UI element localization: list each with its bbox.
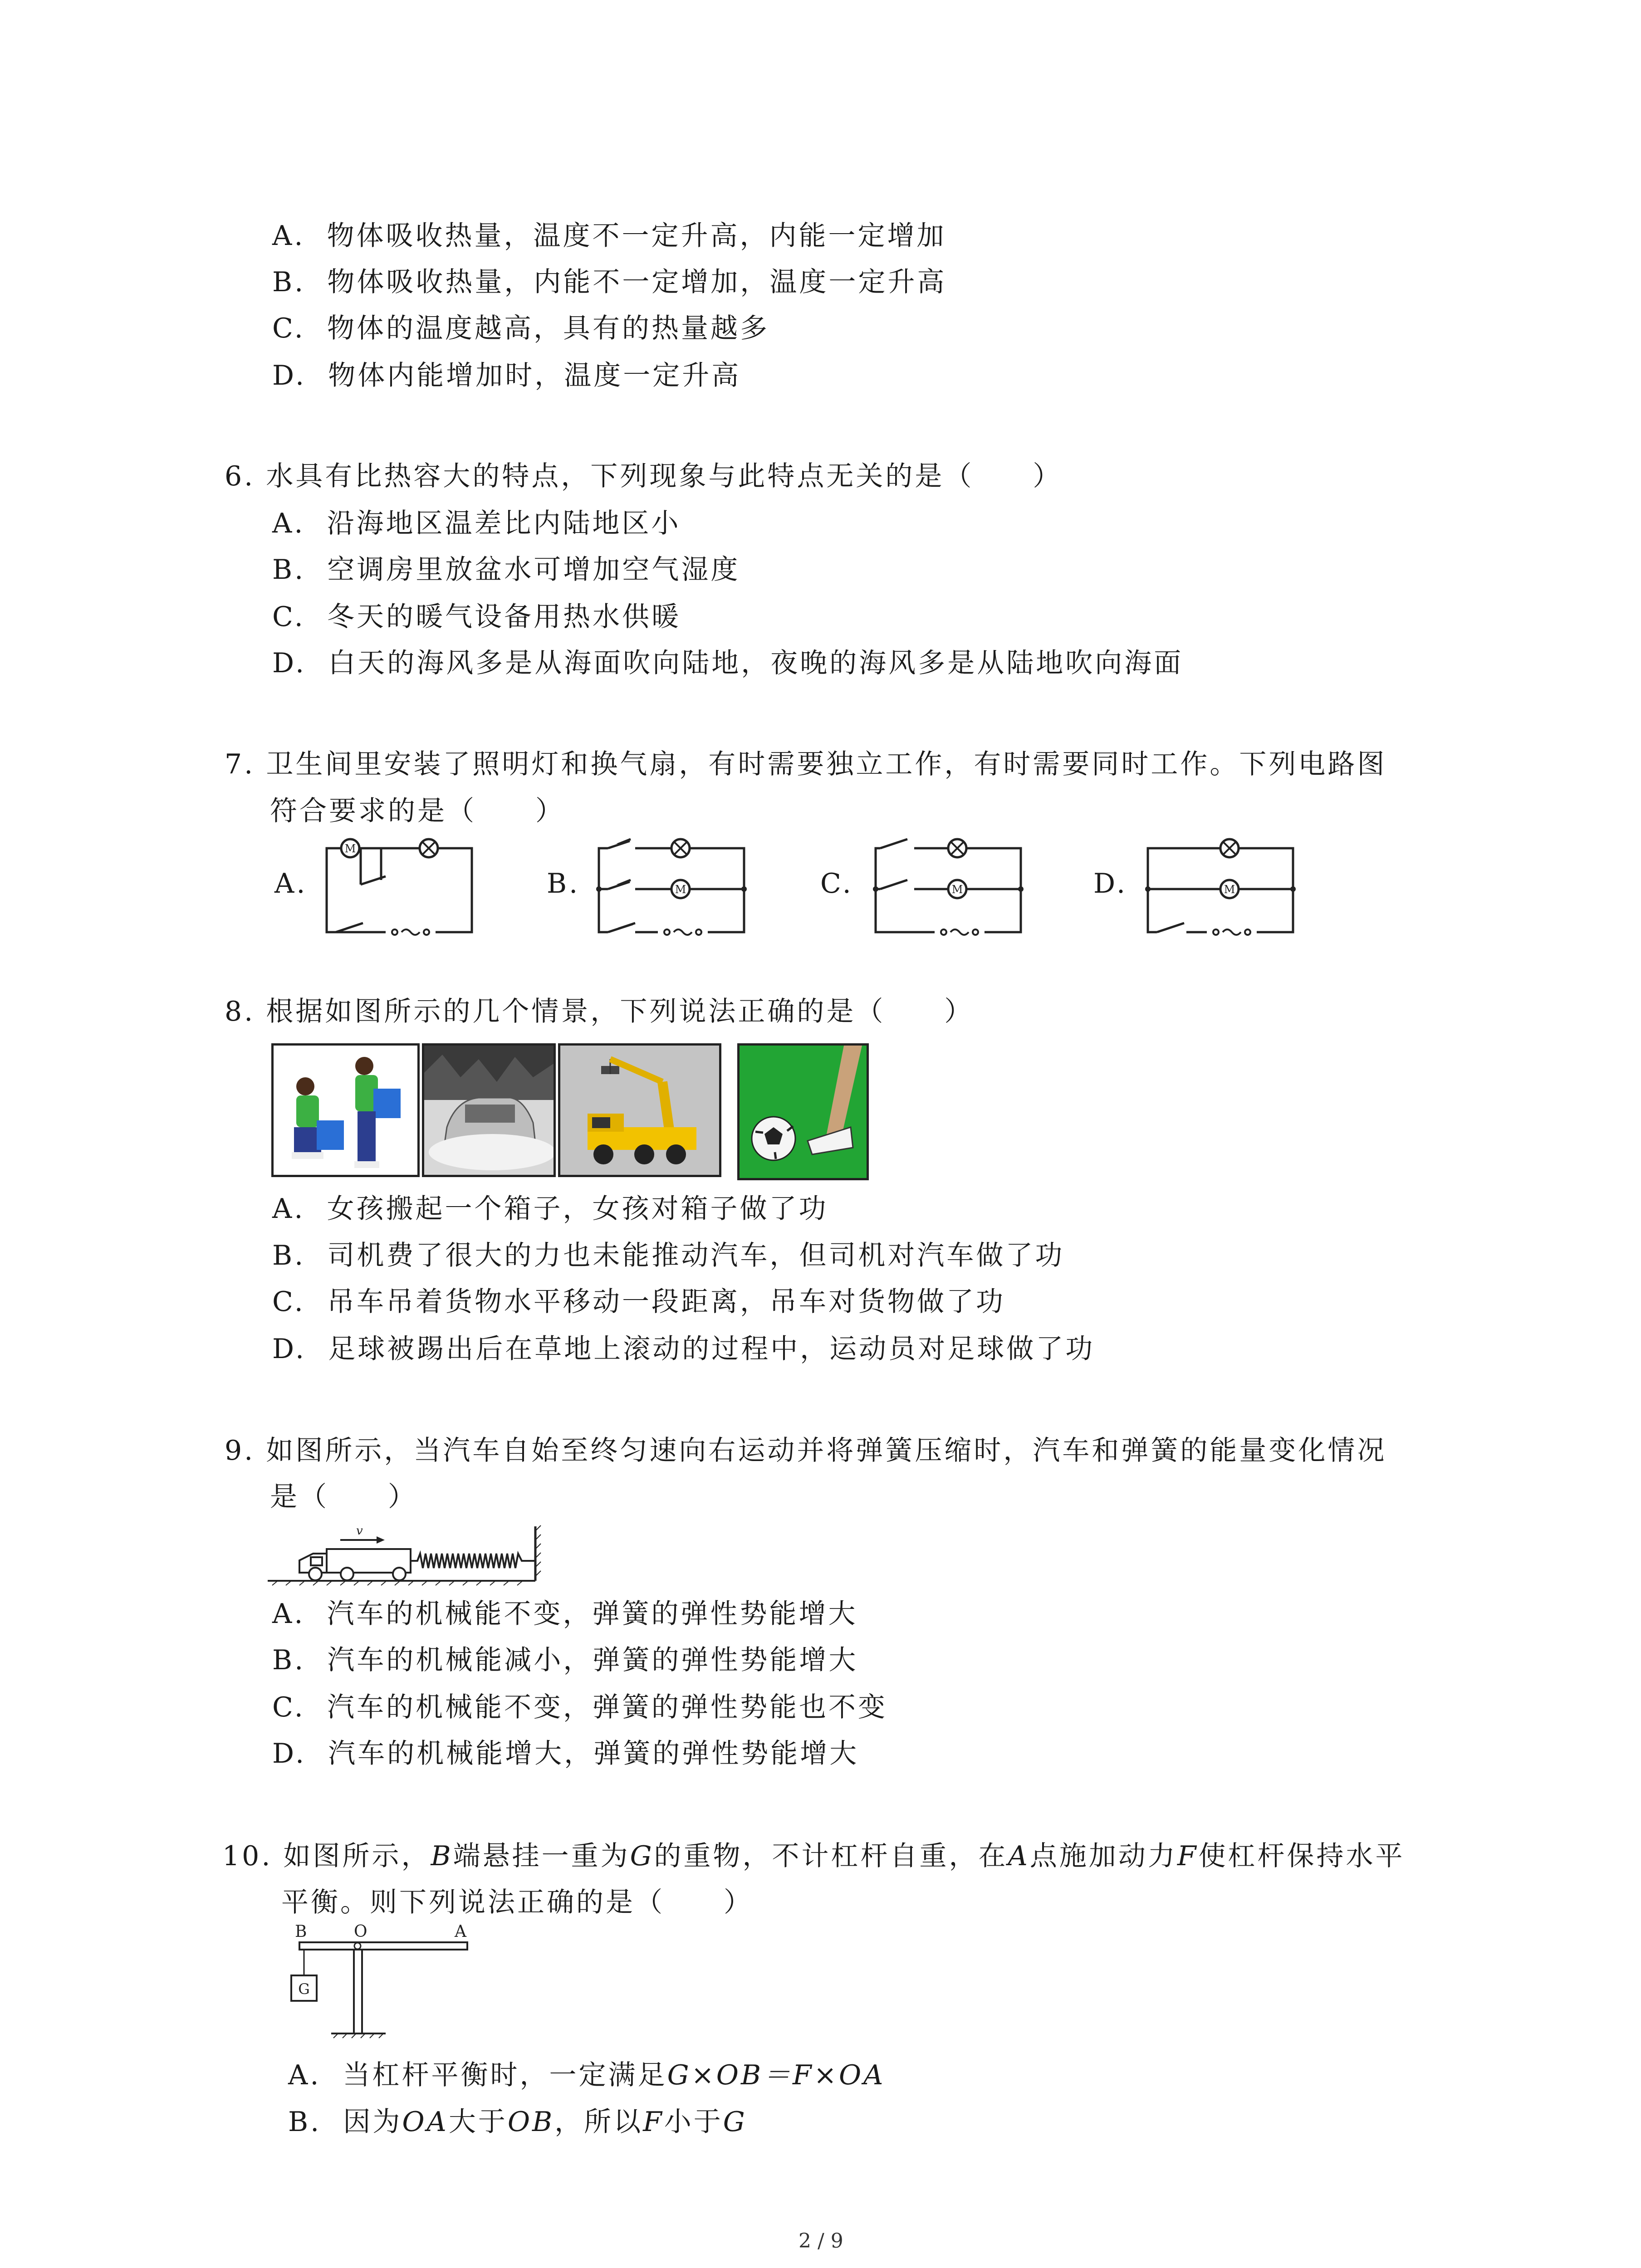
q8-option-d: D. 足球被踢出后在草地上滚动的过程中，运动员对足球做了功 xyxy=(272,1333,1095,1365)
svg-text:v: v xyxy=(356,1524,363,1538)
velocity-arrow xyxy=(340,1524,385,1544)
svg-text:A: A xyxy=(455,1922,466,1941)
q6-option-c: C. 冬天的暖气设备用热水供暖 xyxy=(272,601,681,633)
q6-stem: 6. 水具有比热容大的特点，下列现象与此特点无关的是（ ） xyxy=(225,460,1063,492)
q10-option-b: B. 因为OA大于OB，所以F小于G xyxy=(288,2106,747,2138)
lamp-icon xyxy=(1220,839,1239,857)
svg-text:O: O xyxy=(354,1922,367,1941)
q7-circuit-c xyxy=(867,835,1030,943)
svg-text:M: M xyxy=(951,883,963,896)
truck xyxy=(299,1549,411,1580)
q7-stem-line1: 7. 卫生间里安装了照明灯和换气扇，有时需要独立工作，有时需要同时工作。下列电路图 xyxy=(225,748,1387,780)
svg-text:B: B xyxy=(295,1922,307,1941)
q7-stem-line2: 符合要求的是（ ） xyxy=(270,795,565,827)
lamp-icon xyxy=(948,839,966,857)
lever-support xyxy=(354,1950,362,2033)
power-plug-icon xyxy=(658,928,708,937)
svg-text:M: M xyxy=(344,842,356,855)
q9-option-a: A. 汽车的机械能不变，弹簧的弹性势能增大 xyxy=(272,1598,858,1630)
q6-option-a: A. 沿海地区温差比内陆地区小 xyxy=(272,508,681,539)
q10-option-a: A. 当杠杆平衡时，一定满足G×OB＝F×OA xyxy=(288,2059,886,2091)
q8-stem: 8. 根据如图所示的几个情景，下列说法正确的是（ ） xyxy=(225,996,974,1027)
q7-option-c-label: C. xyxy=(820,868,853,899)
q10-lever-figure xyxy=(281,1919,472,2046)
page-number: 2 / 9 xyxy=(798,2229,843,2253)
q7-option-b-label: B. xyxy=(547,868,580,899)
q9-option-c: C. 汽车的机械能不变，弹簧的弹性势能也不变 xyxy=(272,1691,887,1723)
lever-bar xyxy=(299,1942,467,1950)
q7-option-d-label: D. xyxy=(1093,868,1128,899)
q7-circuit-a xyxy=(318,835,481,943)
q8-photo-kicking-football xyxy=(737,1043,869,1180)
q5-option-c: C. 物体的温度越高，具有的热量越多 xyxy=(272,313,769,344)
q9-truck-spring-figure xyxy=(268,1522,558,1599)
lamp-icon xyxy=(671,839,690,857)
q9-stem-line2: 是（ ） xyxy=(270,1481,417,1513)
q6-option-b: B. 空调房里放盆水可增加空气湿度 xyxy=(272,554,740,586)
q8-option-a: A. 女孩搬起一个箱子，女孩对箱子做了功 xyxy=(272,1193,828,1225)
q5-option-b: B. 物体吸收热量，内能不一定增加，温度一定升高 xyxy=(272,266,947,298)
q9-stem-line1: 9. 如图所示，当汽车自始至终匀速向右运动并将弹簧压缩时，汽车和弹簧的能量变化情况 xyxy=(225,1435,1387,1466)
ground-hatch xyxy=(268,1581,535,1585)
svg-text:M: M xyxy=(1224,883,1235,896)
q7-circuit-d xyxy=(1139,835,1302,943)
motor-icon xyxy=(671,880,690,898)
q10-stem-line1: 10. 如图所示，B端悬挂一重为G的重物，不计杠杆自重，在A点施加动力F使杠杆保持水平 xyxy=(222,1840,1405,1872)
q9-option-b: B. 汽车的机械能减小，弹簧的弹性势能增大 xyxy=(272,1644,858,1676)
wall xyxy=(535,1525,541,1581)
q8-photo-girl-lifting-box xyxy=(271,1043,420,1177)
spring xyxy=(411,1554,535,1568)
q7-option-a-label: A. xyxy=(274,868,308,899)
q8-option-c: C. 吊车吊着货物水平移动一段距离，吊车对货物做了功 xyxy=(272,1286,1005,1318)
lamp-icon xyxy=(420,839,438,857)
motor-icon xyxy=(341,839,359,857)
q8-photo-crane xyxy=(558,1043,721,1177)
q8-photo-car-in-snow xyxy=(422,1043,556,1177)
q5-option-a: A. 物体吸收热量，温度不一定升高，内能一定增加 xyxy=(272,220,946,252)
pivot xyxy=(354,1943,361,1949)
q6-option-d: D. 白天的海风多是从海面吹向陆地，夜晚的海风多是从陆地吹向海面 xyxy=(272,647,1184,679)
power-plug-icon xyxy=(1207,928,1257,937)
q7-circuit-b xyxy=(590,835,753,943)
svg-text:G: G xyxy=(298,1980,310,1998)
power-plug-icon xyxy=(386,928,436,937)
svg-text:M: M xyxy=(675,883,686,896)
q5-option-d: D. 物体内能增加时，温度一定升高 xyxy=(272,360,741,391)
q10-stem-line2: 平衡。则下列说法正确的是（ ） xyxy=(281,1887,753,1918)
motor-icon xyxy=(1220,880,1239,898)
q9-option-d: D. 汽车的机械能增大，弹簧的弹性势能增大 xyxy=(272,1738,859,1769)
power-plug-icon xyxy=(935,928,985,937)
q8-option-b: B. 司机费了很大的力也未能推动汽车，但司机对汽车做了功 xyxy=(272,1240,1065,1271)
motor-icon xyxy=(948,880,966,898)
